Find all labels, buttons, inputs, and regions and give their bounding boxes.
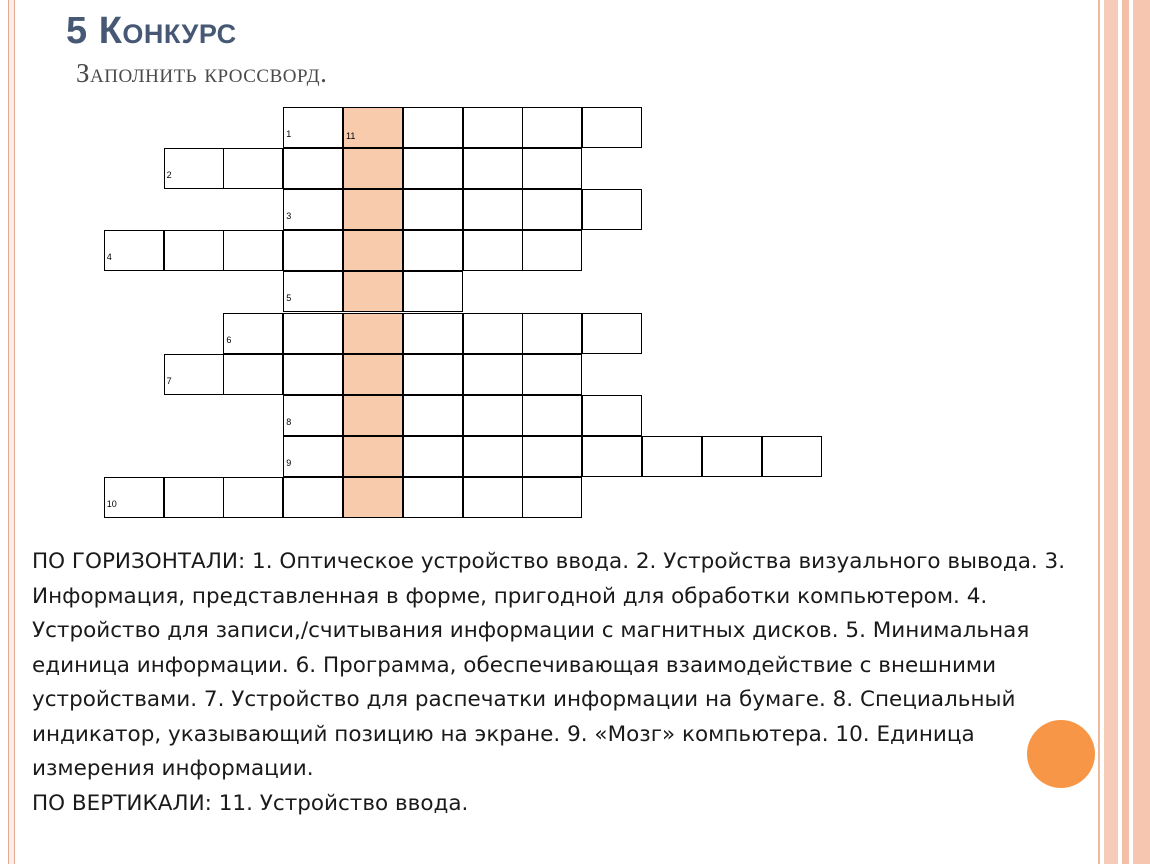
crossword-cell[interactable]: [223, 313, 283, 354]
crossword-cell[interactable]: [403, 148, 463, 189]
crossword-cell[interactable]: [463, 148, 523, 189]
clues-vertical: ПО ВЕРТИКАЛИ: 11. Устройство ввода.: [32, 790, 469, 816]
crossword-cell[interactable]: [283, 148, 343, 189]
crossword-cell[interactable]: [343, 107, 403, 148]
crossword-cell[interactable]: [223, 230, 283, 271]
crossword-cell[interactable]: [343, 477, 403, 518]
crossword-cell[interactable]: [762, 436, 822, 477]
slide-subtitle: Заполнить кроссворд.: [76, 58, 328, 88]
clue-number: 6: [226, 334, 232, 345]
crossword-cell[interactable]: [343, 313, 403, 354]
crossword-cell[interactable]: [403, 230, 463, 271]
crossword-cell[interactable]: [403, 477, 463, 518]
crossword-cell[interactable]: [582, 436, 642, 477]
clue-number: 1: [286, 129, 292, 139]
slide-title: 5 Конкурс: [66, 10, 237, 52]
right-stripe: [1104, 0, 1118, 864]
crossword-cell[interactable]: [283, 354, 343, 395]
crossword-cell[interactable]: [522, 313, 582, 354]
crossword-cell[interactable]: [283, 477, 343, 518]
decorative-circle: [1027, 720, 1095, 788]
crossword-cell[interactable]: [343, 436, 403, 477]
crossword-cell[interactable]: [522, 477, 582, 518]
crossword-cell[interactable]: [164, 477, 224, 518]
crossword-cell[interactable]: [403, 107, 463, 148]
crossword-cell[interactable]: [463, 354, 523, 395]
clue-number: 2: [166, 170, 172, 181]
crossword-cell[interactable]: [223, 477, 283, 518]
crossword-cell[interactable]: [343, 271, 403, 312]
crossword-cell[interactable]: [522, 107, 582, 148]
crossword-cell[interactable]: [463, 477, 523, 518]
crossword-cell[interactable]: [463, 436, 523, 477]
clue-number: 3: [286, 211, 292, 222]
crossword-cell[interactable]: [343, 395, 403, 436]
crossword-cell[interactable]: [522, 354, 582, 395]
crossword-cell[interactable]: [642, 436, 702, 477]
crossword-cell[interactable]: [463, 107, 523, 148]
crossword-cell[interactable]: [522, 189, 582, 230]
right-stripe: [1133, 0, 1150, 864]
clue-number: 9: [286, 457, 292, 468]
crossword-cell[interactable]: [283, 107, 343, 148]
crossword-cell[interactable]: [343, 354, 403, 395]
crossword-cell[interactable]: [343, 189, 403, 230]
crossword-cell[interactable]: [582, 395, 642, 436]
crossword-cell[interactable]: [522, 436, 582, 477]
clues-block: [32, 545, 1102, 821]
crossword-cell[interactable]: [283, 189, 343, 230]
crossword-cell[interactable]: [164, 148, 224, 189]
clue-number: 8: [286, 416, 292, 427]
crossword-cell[interactable]: [522, 148, 582, 189]
crossword-cell[interactable]: [283, 230, 343, 271]
crossword-cell[interactable]: [403, 354, 463, 395]
crossword-cell[interactable]: [164, 230, 224, 271]
crossword-cell[interactable]: [522, 395, 582, 436]
crossword-cell[interactable]: [164, 354, 224, 395]
clue-number: 5: [286, 293, 292, 304]
crossword-cell[interactable]: [403, 189, 463, 230]
crossword-cell[interactable]: [223, 354, 283, 395]
crossword-cell[interactable]: [104, 477, 164, 518]
crossword-cell[interactable]: [463, 395, 523, 436]
crossword-cell[interactable]: [283, 313, 343, 354]
clue-number-vertical: 11: [346, 131, 356, 141]
right-stripe: [1122, 0, 1129, 864]
crossword-cell[interactable]: [403, 271, 463, 312]
crossword-cell[interactable]: [463, 189, 523, 230]
crossword-cell[interactable]: [582, 189, 642, 230]
crossword-cell[interactable]: [582, 107, 642, 148]
crossword-cell[interactable]: [283, 395, 343, 436]
crossword-cell[interactable]: [223, 148, 283, 189]
clues-horizontal: ПО ГОРИЗОНТАЛИ: 1. Оптическое устройство ввода. 2. Устройства визуального вывода. 3. Информация, представленная в форме, пригодной для обработки компьютером. 4. Устройство для записи,/считывания информации с магнитных дисков. 5. Минимальная единица информации. 6. Программа, обеспечивающая взаимодействие с внешними устройствами. 7. Устройство для распечатки информации на бумаге. 8. Специальный индикатор, указывающий позицию на экране. 9. «Мозг» компьютера. 10. Единица измерения информации.: [32, 549, 1066, 781]
crossword-cell[interactable]: [343, 230, 403, 271]
crossword-cell[interactable]: [403, 436, 463, 477]
crossword-cell[interactable]: [702, 436, 762, 477]
clue-number: 7: [166, 375, 172, 386]
crossword-cell[interactable]: [522, 230, 582, 271]
left-border: [8, 0, 15, 864]
crossword-cell[interactable]: [104, 230, 164, 271]
crossword-cell[interactable]: [343, 148, 403, 189]
crossword-cell[interactable]: [403, 395, 463, 436]
crossword-cell[interactable]: [463, 230, 523, 271]
clue-number: 10: [106, 498, 117, 509]
clue-number: 4: [106, 252, 112, 263]
crossword-cell[interactable]: [582, 313, 642, 354]
crossword-cell[interactable]: [283, 271, 343, 312]
crossword-cell[interactable]: [463, 313, 523, 354]
crossword-cell[interactable]: [403, 313, 463, 354]
crossword-cell[interactable]: [283, 436, 343, 477]
